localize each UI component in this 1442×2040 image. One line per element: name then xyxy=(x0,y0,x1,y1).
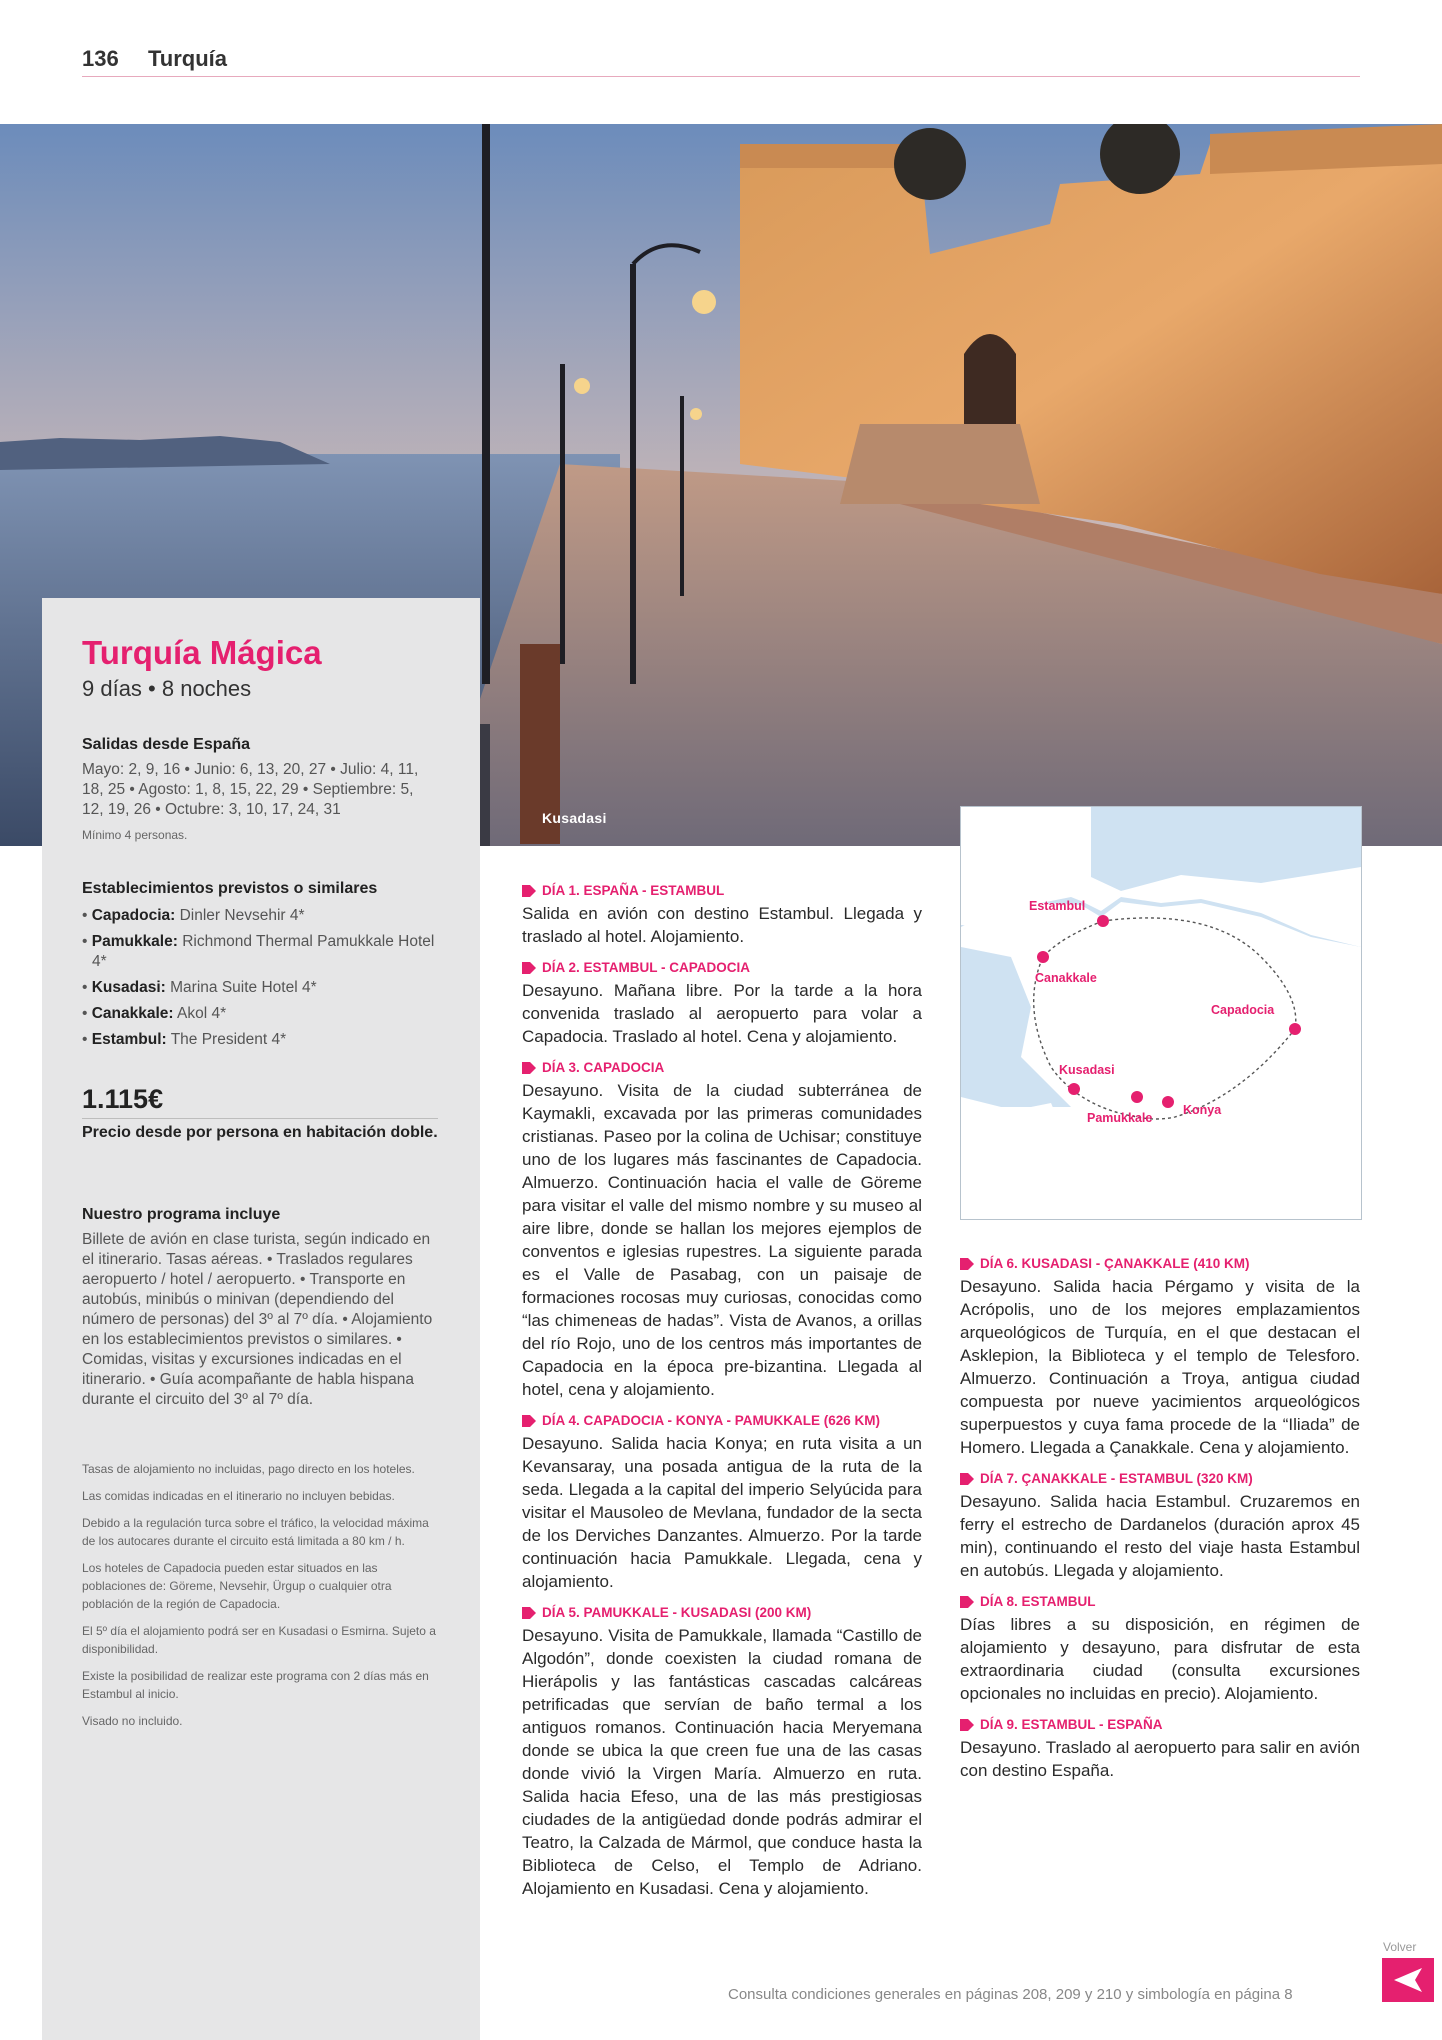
tour-sidebar xyxy=(42,598,480,2040)
header-divider xyxy=(82,76,1360,77)
day-heading: DÍA 6. KUSADASI - ÇANAKKALE (410 KM) xyxy=(980,1256,1250,1271)
notes xyxy=(82,1460,438,1739)
itinerary-day xyxy=(522,1060,922,1401)
note: Visado no incluido. xyxy=(82,1714,183,1728)
day-heading: DÍA 1. ESPAÑA - ESTAMBUL xyxy=(542,883,725,898)
bullet-icon xyxy=(522,962,536,974)
bullet-icon xyxy=(960,1473,974,1485)
hotel-name: Richmond Thermal Pamukkale Hotel 4* xyxy=(92,933,435,970)
hotel-name: The President 4* xyxy=(170,1031,287,1048)
itinerary-day xyxy=(960,1256,1360,1459)
note: Debido a la regulación turca sobre el tráfico, la velocidad máxima de los autocares durante el circuito está limitada a 80 km / h. xyxy=(82,1516,429,1548)
includes-text: Billete de avión en clase turista, según indicado en el itinerario. Tasas aéreas. • Traslados regulares aeropuerto / hotel / aeropuerto. • Transporte en autobús, minibús o minivan (dependiendo del número de personas) del 3º al 7º día. • Alojamiento en los establecimientos previstos o similares. • Comidas, visitas y excursiones indicadas en el itinerario. • Guía acompañante de habla hispana durante el circuito del 3º al 7º día. xyxy=(82,1231,433,1408)
day-heading: DÍA 9. ESTAMBUL - ESPAÑA xyxy=(980,1717,1163,1732)
map-label-pamukkale: Pamukkale xyxy=(1087,1111,1153,1125)
map-label-konya: Konya xyxy=(1183,1103,1222,1117)
day-heading: DÍA 7. ÇANAKKALE - ESTAMBUL (320 KM) xyxy=(980,1471,1253,1486)
day-text: Desayuno. Visita de Pamukkale, llamada “Castillo de Algodón”, donde coexisten la ciudad romana de Hierápolis y las fantásticas cascadas calcáreas petrificadas que servían de baño termal a los antiguos romanos. Continuación hacia Meryemana donde se ubica la que creen fue una de las casas donde vivió la Virgen María. Almuerzo en ruta. Salida hacia Efeso, una de las más prestigiosas ciudades de la antigüedad donde podrás admirar el Teatro, la Calzada de Mármol, que conduce hasta la Biblioteca de Celso, el Templo de Adriano. Alojamiento en Kusadasi. Cena y alojamiento. xyxy=(522,1626,922,1898)
map-label-capadocia: Capadocia xyxy=(1211,1003,1275,1017)
itinerary-day xyxy=(960,1471,1360,1582)
bullet-icon xyxy=(522,1415,536,1427)
itinerary-day xyxy=(960,1594,1360,1705)
map-label-estambul: Estambul xyxy=(1029,899,1086,913)
volver-label[interactable]: Volver xyxy=(1383,1940,1417,1954)
day-heading: DÍA 8. ESTAMBUL xyxy=(980,1594,1096,1609)
hotel-name: Marina Suite Hotel 4* xyxy=(170,979,317,996)
itinerary-column-1 xyxy=(522,883,922,1912)
price-note: Precio desde por persona en habitación doble. xyxy=(82,1124,438,1141)
day-heading: DÍA 4. CAPADOCIA - KONYA - PAMUKKALE (626 KM) xyxy=(542,1413,881,1428)
itinerary-day xyxy=(522,960,922,1048)
back-arrow-icon xyxy=(1382,1958,1434,2002)
day-text: Días libres a su disposición, en régimen de alojamiento y desayuno, para disfrutar de esta extraordinaria ciudad (consulta excursiones opcionales no incluidas en precio). Alojamiento. xyxy=(960,1615,1360,1703)
price: 1.115€ xyxy=(82,1084,164,1114)
list-item: • Kusadasi: Marina Suite Hotel 4* xyxy=(82,979,317,996)
bullet-icon xyxy=(960,1719,974,1731)
day-text: Desayuno. Salida hacia Konya; en ruta visita a un Kevansaray, una posada antigua de la ruta de la seda. Llegada a la capital del imperio Selyúcida para visitar el Mausoleo de Mevlana, fundador de la secta de los Derviches Danzantes. Almuerzo. Por la tarde continuación hacia Pamukkale. Llegada, cena y alojamiento. xyxy=(522,1434,922,1591)
minimum-persons: Mínimo 4 personas. xyxy=(82,828,188,842)
hotels-list xyxy=(82,906,438,1056)
list-item: • Canakkale: Akol 4* xyxy=(82,1005,227,1022)
departures-heading: Salidas desde España xyxy=(82,736,251,753)
note: Las comidas indicadas en el itinerario no incluyen bebidas. xyxy=(82,1489,395,1503)
itinerary-day xyxy=(960,1717,1360,1782)
hotel-city: Pamukkale: xyxy=(91,933,178,950)
hotel-city: Capadocia: xyxy=(91,907,176,924)
route-map xyxy=(960,806,1362,1220)
hotels-heading: Establecimientos previstos o similares xyxy=(82,880,378,897)
hotel-city: Estambul: xyxy=(91,1031,167,1048)
note: El 5º día el alojamiento podrá ser en Kusadasi o Esmirna. Sujeto a disponibilidad. xyxy=(82,1624,436,1656)
bullet-icon xyxy=(522,1062,536,1074)
day-heading: DÍA 2. ESTAMBUL - CAPADOCIA xyxy=(542,960,751,975)
map-label-canakkale: Canakkale xyxy=(1035,971,1097,985)
bullet-icon xyxy=(522,1607,536,1619)
hotel-name: Dinler Nevsehir 4* xyxy=(179,907,305,924)
includes-heading: Nuestro programa incluye xyxy=(82,1206,281,1223)
price-divider xyxy=(82,1118,438,1119)
hotel-city: Kusadasi: xyxy=(91,979,166,996)
day-heading: DÍA 5. PAMUKKALE - KUSADASI (200 KM) xyxy=(542,1605,812,1620)
bullet-icon xyxy=(522,885,536,897)
bullet-icon xyxy=(960,1258,974,1270)
day-text: Desayuno. Salida hacia Pérgamo y visita de la Acrópolis, uno de los mejores emplazamientos arqueológicos de Turquía, en el que destacan el Asklepion, la Biblioteca y el templo de Telesforo. Almuerzo. Continuación a Troya, antigua ciudad compuesta por nueve yacimientos arqueológicos superpuestos y cuya fama procede de la “Iliada” de Homero. Llegada a Çanakkale. Cena y alojamiento. xyxy=(960,1277,1360,1457)
tour-title: Turquía Mágica xyxy=(82,634,322,671)
bullet-icon xyxy=(960,1596,974,1608)
list-item: • Pamukkale: Richmond Thermal Pamukkale Hotel 4* xyxy=(82,933,435,970)
footer-conditions: Consulta condiciones generales en páginas 208, 209 y 210 y simbología en página 8 xyxy=(728,1986,1293,2003)
itinerary-day xyxy=(522,883,922,948)
day-text: Desayuno. Visita de la ciudad subterránea de Kaymakli, excavada por las primeras comunidades cristianas. Paseo por la colina de Uchisar; constituye uno de los lugares más fascinantes de Capadocia. Almuerzo. Continuación hacia el valle de Göreme para visitar el valle del mismo nombre y su museo al aire libre, donde se hallan los mejores ejemplos de conventos e iglesias rupestres. La siguiente parada es el Valle de Pasabag, con un paisaje de formaciones rocosas muy curiosas, conocidas como “las chimeneas de hadas”. Vista de Avanos, a orillas del río Rojo, uno de los centros más importantes de Capadocia en la época pre-bizantina. Llegada al hotel, cena y alojamiento. xyxy=(522,1081,922,1399)
note: Existe la posibilidad de realizar este programa con 2 días más en Estambul al inicio. xyxy=(82,1669,429,1701)
list-item: • Capadocia: Dinler Nevsehir 4* xyxy=(82,907,305,924)
map-label-kusadasi: Kusadasi xyxy=(1059,1063,1115,1077)
note: Tasas de alojamiento no incluidas, pago directo en los hoteles. xyxy=(82,1462,415,1476)
tour-duration: 9 días • 8 noches xyxy=(82,676,252,701)
back-button[interactable] xyxy=(1382,1958,1434,2002)
section-title: Turquía xyxy=(148,46,228,71)
day-text: Salida en avión con destino Estambul. Llegada y traslado al hotel. Alojamiento. xyxy=(522,904,922,946)
itinerary-column-2 xyxy=(960,1256,1360,1794)
itinerary-day xyxy=(522,1413,922,1593)
list-item: • Estambul: The President 4* xyxy=(82,1031,287,1048)
itinerary-day xyxy=(522,1605,922,1900)
hotel-name: Akol 4* xyxy=(177,1005,227,1022)
note: Los hoteles de Capadocia pueden estar situados en las poblaciones de: Göreme, Nevsehir, Ürgup o cualquier otra población de la región de Capadocia. xyxy=(82,1561,392,1611)
turkey-map xyxy=(961,807,1361,1219)
day-text: Desayuno. Traslado al aeropuerto para salir en avión con destino España. xyxy=(960,1738,1360,1780)
photo-caption: Kusadasi xyxy=(542,810,607,826)
page-number: 136 xyxy=(82,46,119,71)
departures-text: Mayo: 2, 9, 16 • Junio: 6, 13, 20, 27 • Julio: 4, 11, 18, 25 • Agosto: 1, 8, 15, 22, 29 • Septiembre: 5, 12, 19, 26 • Octubre: 3, 10, 17, 24, 31 xyxy=(82,761,419,818)
day-heading: DÍA 3. CAPADOCIA xyxy=(542,1060,665,1075)
day-text: Desayuno. Salida hacia Estambul. Cruzaremos en ferry el estrecho de Dardanelos (duración aprox 45 min), continuando el resto del viaje hasta Estambul en autobús. Llegada y alojamiento. xyxy=(960,1492,1360,1580)
hotel-city: Canakkale: xyxy=(91,1005,174,1022)
day-text: Desayuno. Mañana libre. Por la tarde a la hora convenida traslado al aeropuerto para volar a Capadocia. Traslado al hotel. Cena y alojamiento. xyxy=(522,981,922,1046)
